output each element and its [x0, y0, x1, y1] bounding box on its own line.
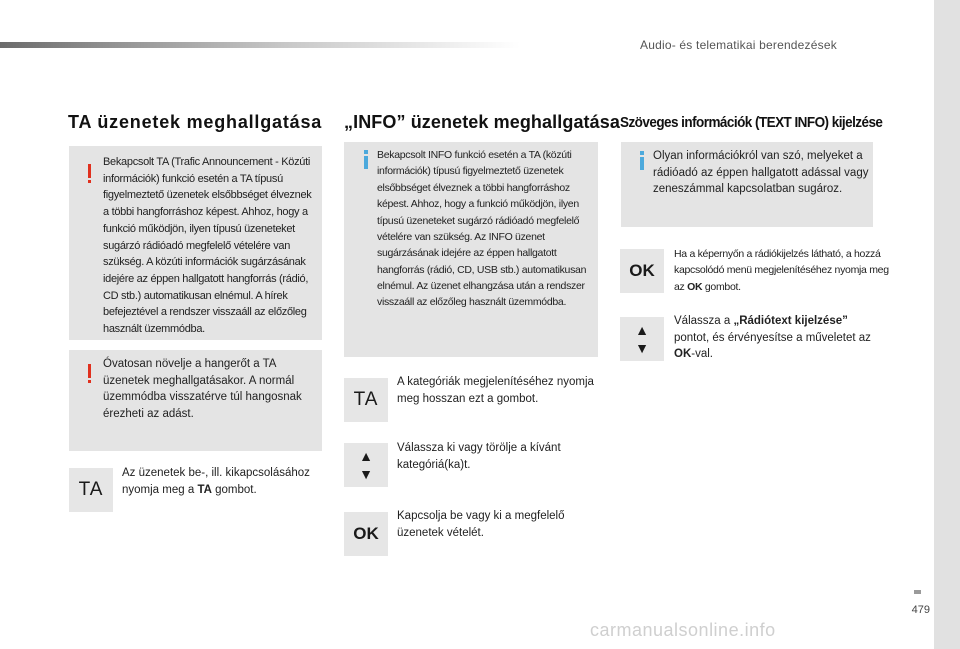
header-gradient-bar — [0, 42, 520, 48]
page-edge-strip — [934, 0, 960, 649]
col2-info-text: Bekapcsolt INFO funkció esetén a TA (közúti információk) típusú figyelmeztető üzenetek elsőbbséget élveznek a többi hangforráshoz képest. Ahhoz, hogy a funkció működjön, ilyen típusú üzeneteket sugárzó rádióadó megfelelő vételére van szükség. Az INFO üzenet sugárzásának idejére az éppen hallgatott hangforrás (rádió, CD, USB stb.) automatikusan elnémul. Az üzenet elhangzása után a rendszer visszaáll az előzőleg használt üzemmódba. — [377, 149, 587, 309]
col1-warning-text: Bekapcsolt TA (Trafic Announcement - Közúti információk) funkció esetén a TA típusú figyelmeztető üzenetek elsőbbséget élveznek a többi hangforráshoz képest. Ahhoz, hogy a funkció működjön, ilyen típusú üzeneteket sugárzó rádióadó megfelelő vételére van szükség. A közúti információk sugárzásának idejére az éppen hallgatott hangforrás (rádió, CD stb.) automatikusan elnémul. A hírek befejeztével a rendszer visszaáll az előzőleg használt üzemmódba. — [103, 156, 312, 336]
page-number: 479 — [911, 604, 930, 616]
arrow-up-icon: ▲ — [359, 448, 373, 464]
info-icon — [640, 151, 644, 170]
col2-info-box — [344, 142, 598, 357]
col2-step2-text: Válassza ki vagy törölje a kívánt kategóriá(ka)t. — [397, 442, 561, 471]
ok-button[interactable]: OK — [344, 512, 388, 556]
watermark: carmanualsonline.info — [590, 620, 776, 640]
ta-button[interactable]: TA — [69, 468, 113, 512]
col1-caution-box — [69, 350, 322, 451]
up-down-arrow-button[interactable] — [620, 317, 664, 361]
col1-title: TA üzenetek meghallgatása — [68, 112, 323, 132]
warning-icon — [88, 164, 91, 183]
col3-step2-text: Válassza a „Rádiótext kijelzése” pontot, és érvényesítse a műveletet az OK-val. — [674, 315, 871, 361]
ta-button[interactable]: TA — [344, 378, 388, 422]
page-marker — [914, 590, 921, 594]
arrow-down-icon: ▼ — [635, 340, 649, 356]
col1-instruction: Az üzenetek be-, ill. kikapcsolásához nyomja meg a TA gombot. — [122, 467, 310, 496]
warning-icon — [88, 364, 91, 383]
arrow-up-icon: ▲ — [635, 322, 649, 338]
info-icon — [364, 150, 368, 169]
col1-caution-text: Óvatosan növelje a hangerőt a TA üzenetek meghallgatásakor. A normál üzemmódba visszatérve túl hangosnak érezheti az adást. — [103, 358, 302, 421]
col3-info-text: Olyan információkról van szó, melyeket a rádióadó az éppen hallgatott adással vagy zeneszámmal kapcsolatban sugároz. — [653, 150, 869, 196]
up-down-arrow-button[interactable] — [344, 443, 388, 487]
col2-step1-text: A kategóriák megjelenítéséhez nyomja meg hosszan ezt a gombot. — [397, 376, 594, 405]
col3-title: Szöveges információk (TEXT INFO) kijelzése — [620, 114, 883, 131]
col2-step3-text: Kapcsolja be vagy ki a megfelelő üzenetek vételét. — [397, 510, 565, 539]
col2-title: „INFO” üzenetek meghallgatása — [344, 112, 620, 132]
ok-button[interactable]: OK — [620, 249, 664, 293]
section-title: Audio- és telematikai berendezések — [640, 38, 837, 52]
arrow-down-icon: ▼ — [359, 466, 373, 482]
col3-step1-text: Ha a képernyőn a rádiókijelzés látható, a hozzá kapcsolódó menü megjelenítéséhez nyomja meg az OK gombot. — [674, 248, 889, 293]
col1-warning-box — [69, 146, 322, 340]
col3-info-box — [621, 142, 873, 227]
